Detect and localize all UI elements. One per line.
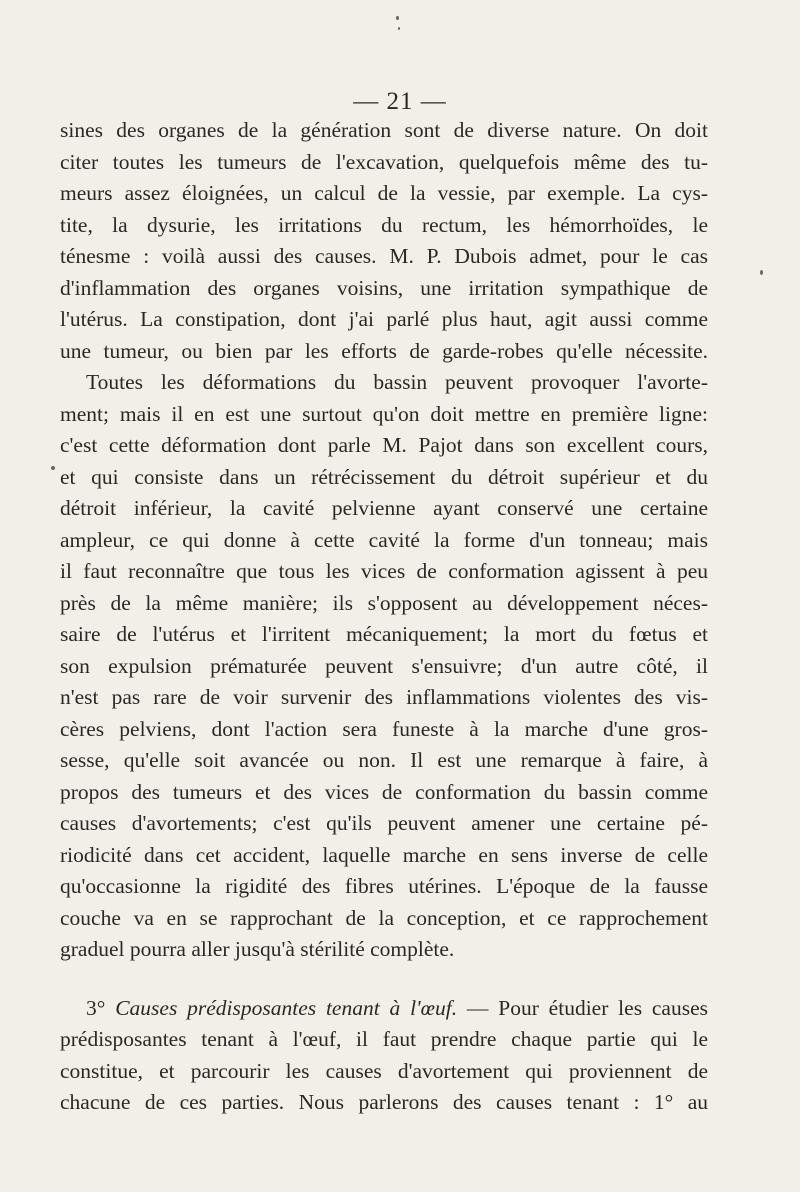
text-line: saire de l'utérus et l'irritent mécaniquement; la mort du fœtus et xyxy=(60,622,708,646)
text-line: graduel pourra aller jusqu'à stérilité complète. xyxy=(60,937,455,961)
paragraph-1 xyxy=(60,115,708,367)
body-text xyxy=(60,115,708,1119)
page-number: — 21 — xyxy=(353,88,447,115)
text-line: cères pelviens, dont l'action sera funeste à la marche d'une gros- xyxy=(60,716,708,741)
text-line: sesse, qu'elle soit avancée ou non. Il est une remarque à faire, à xyxy=(60,748,708,772)
ink-speck xyxy=(398,27,400,30)
text-line: tite, la dysurie, les irritations du rectum, les hémorrhoïdes, le xyxy=(60,212,708,237)
text-line: son expulsion prématurée peuvent s'ensuivre; d'un autre côté, il xyxy=(60,653,708,678)
text-line: qu'occasionne la rigidité des fibres utérines. L'époque de la fausse xyxy=(60,874,708,898)
text-line: c'est cette déformation dont parle M. Pajot dans son excellent cours, xyxy=(60,433,708,457)
text-line: causes d'avortements; c'est qu'ils peuvent amener une certaine pé- xyxy=(60,811,708,835)
text-line: et qui consiste dans un rétrécissement du détroit supérieur et du xyxy=(60,464,708,489)
text-line: il faut reconnaître que tous les vices de conformation agissent à peu xyxy=(60,559,708,583)
section-heading-line xyxy=(60,993,708,1025)
text-line: une tumeur, ou bien par les efforts de garde-robes qu'elle nécessite. xyxy=(60,338,708,363)
section-number: 3° xyxy=(86,995,106,1020)
text-line: couche va en se rapprochant de la conception, et ce rapprochement xyxy=(60,905,708,930)
text-line: chacune de ces parties. Nous parlerons des causes tenant : 1° au xyxy=(60,1090,708,1114)
text-line: près de la même manière; ils s'opposent au développement néces- xyxy=(60,590,708,615)
paragraph-gap xyxy=(60,966,708,993)
text-line: n'est pas rare de voir survenir des inflammations violentes des vis- xyxy=(60,685,708,709)
text-line: ténesme : voilà aussi des causes. M. P. Dubois admet, pour le cas xyxy=(60,244,708,268)
ink-speck xyxy=(396,16,399,20)
text-line: constitue, et parcourir les causes d'avortement qui proviennent de xyxy=(60,1058,708,1083)
ink-speck xyxy=(51,466,55,470)
section-lead-text: — Pour étudier les causes xyxy=(457,995,708,1020)
text-line: ment; mais il en est une surtout qu'on doit mettre en première ligne: xyxy=(60,401,708,426)
text-line: sines des organes de la génération sont de diverse nature. On doit xyxy=(60,118,708,142)
text-line: prédisposantes tenant à l'œuf, il faut prendre chaque partie qui le xyxy=(60,1027,708,1051)
text-line: ampleur, ce qui donne à cette cavité la forme d'un tonneau; mais xyxy=(60,527,708,552)
text-line: riodicité dans cet accident, laquelle marche en sens inverse de celle xyxy=(60,842,708,867)
text-line: l'utérus. La constipation, dont j'ai parlé plus haut, agit aussi comme xyxy=(60,307,708,331)
paragraph-2 xyxy=(60,367,708,966)
section-title: Causes prédisposantes tenant à l'œuf. xyxy=(115,995,458,1020)
text-line: propos des tumeurs et des vices de conformation du bassin comme xyxy=(60,779,708,804)
ink-speck xyxy=(760,270,763,275)
paragraph-3 xyxy=(60,993,708,1119)
text-line: détroit inférieur, la cavité pelvienne ayant conservé une certaine xyxy=(60,496,708,520)
text-line: Toutes les déformations du bassin peuvent provoquer l'avorte- xyxy=(86,370,708,394)
text-line: citer toutes les tumeurs de l'excavation, quelquefois même des tu- xyxy=(60,149,708,174)
text-line: d'inflammation des organes voisins, une irritation sympathique de xyxy=(60,275,708,300)
text-line: meurs assez éloignées, un calcul de la vessie, par exemple. La cys- xyxy=(60,181,708,205)
